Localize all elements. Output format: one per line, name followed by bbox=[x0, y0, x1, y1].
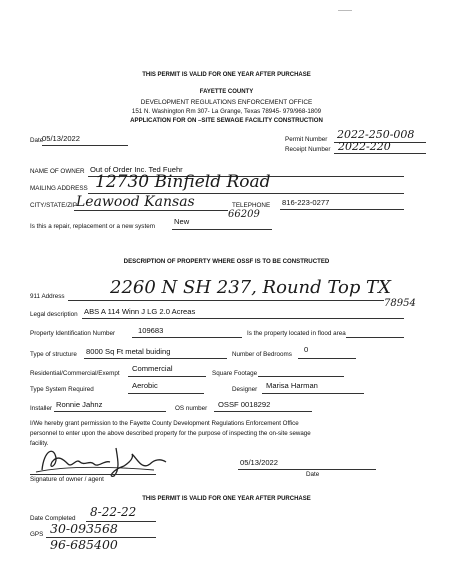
city-line bbox=[74, 210, 228, 211]
os-number-value: OSSF 0018292 bbox=[218, 400, 271, 409]
structure-type-label: Type of structure bbox=[30, 351, 77, 358]
permit-number-label: Permit Number bbox=[285, 136, 328, 143]
scan-mark bbox=[338, 10, 352, 11]
system-required-line bbox=[128, 393, 204, 394]
telephone-label: TELEPHONE bbox=[232, 202, 271, 209]
city-state-zip-label: CITY/STATE/ZIP bbox=[30, 202, 77, 209]
use-type-line bbox=[128, 376, 206, 377]
address-911-label: 911 Address bbox=[30, 293, 65, 300]
legal-description-label: Legal description bbox=[30, 311, 78, 318]
permit-number-value: 2022-250-008 bbox=[337, 128, 415, 141]
city-state-value: Leawood Kansas bbox=[76, 194, 195, 210]
date-completed-label: Date Completed bbox=[30, 515, 76, 522]
square-footage-line bbox=[258, 376, 344, 377]
legal-description-line bbox=[82, 318, 404, 319]
address-911-line bbox=[68, 300, 384, 301]
flood-area-label: Is the property located in flood area bbox=[247, 330, 346, 337]
date-label: Date bbox=[30, 137, 44, 144]
legal-description-value: ABS A 114 Winn J LG 2.0 Acreas bbox=[84, 307, 196, 316]
validity-notice-bottom: THIS PERMIT IS VALID FOR ONE YEAR AFTER PURCHASE bbox=[142, 496, 311, 502]
designer-value: Marisa Harman bbox=[266, 381, 318, 390]
consent-date-value: 05/13/2022 bbox=[240, 458, 279, 467]
system-type-label: Is this a repair, replacement or a new system bbox=[30, 223, 155, 230]
pid-label: Property Identification Number bbox=[30, 330, 116, 337]
os-number-line bbox=[214, 411, 312, 412]
validity-notice-top: THIS PERMIT IS VALID FOR ONE YEAR AFTER PURCHASE bbox=[142, 72, 311, 78]
system-type-line bbox=[172, 229, 272, 230]
consent-line-3: facility. bbox=[30, 440, 49, 447]
bedrooms-line bbox=[298, 358, 356, 359]
county-name: FAYETTE COUNTY bbox=[199, 89, 254, 95]
zip-value: 66209 bbox=[228, 209, 260, 220]
date-completed-value: 8-22-22 bbox=[90, 505, 137, 519]
structure-type-value: 8000 Sq Ft metal buiding bbox=[86, 347, 171, 356]
receipt-number-value: 2022-220 bbox=[338, 140, 391, 153]
use-type-value: Commercial bbox=[132, 364, 173, 373]
office-name: DEVELOPMENT REGULATIONS ENFORCEMENT OFFICE bbox=[140, 99, 313, 106]
date-line bbox=[42, 145, 128, 146]
designer-label: Designer bbox=[232, 386, 258, 393]
os-number-label: OS number bbox=[175, 405, 208, 412]
signature-label: Signature of owner / agent bbox=[30, 476, 104, 483]
gps-value-1: 30-093568 bbox=[50, 521, 118, 536]
bedrooms-label: Number of Bedrooms bbox=[232, 351, 292, 358]
receipt-number-label: Receipt Number bbox=[285, 146, 331, 153]
installer-line bbox=[54, 411, 166, 412]
installer-value: Ronnie Jahnz bbox=[56, 400, 103, 409]
system-type-value: New bbox=[174, 217, 190, 226]
pid-line bbox=[132, 337, 242, 338]
system-required-value: Aerobic bbox=[132, 381, 158, 390]
designer-line bbox=[262, 393, 364, 394]
owner-name-label: NAME OF OWNER bbox=[30, 168, 85, 175]
structure-type-line bbox=[84, 358, 227, 359]
address-911-zip: 78954 bbox=[384, 298, 416, 309]
square-footage-label: Square Footage bbox=[212, 370, 258, 377]
gps-label: GPS bbox=[30, 531, 44, 538]
flood-area-line bbox=[346, 337, 404, 338]
owner-name-value: Out of Order Inc. Ted Fuehr bbox=[90, 165, 183, 174]
consent-line-2: personnel to enter upon the above described property for the purpose of inspecting the on-site sewage bbox=[30, 430, 311, 437]
pid-value: 109683 bbox=[138, 326, 164, 335]
installer-label: Installer bbox=[30, 405, 53, 412]
address-911-value: 2260 N SH 237, Round Top TX bbox=[110, 277, 391, 298]
mailing-address-label: MAILING ADDRESS bbox=[30, 185, 88, 192]
mailing-address-value: 12730 Binfield Road bbox=[95, 172, 271, 192]
telephone-value: 816-223-0277 bbox=[282, 198, 330, 207]
gps-value-2: 96-685400 bbox=[50, 537, 118, 552]
property-section-title: DESCRIPTION OF PROPERTY WHERE OSSF IS TO BE CONSTRUCTED bbox=[123, 258, 330, 265]
consent-date-line bbox=[238, 469, 376, 470]
use-type-label: Residential/Commercial/Exempt bbox=[30, 370, 120, 377]
application-title: APPLICATION FOR ON –SITE SEWAGE FACILITY CONSTRUCTION bbox=[130, 117, 323, 124]
bedrooms-value: 0 bbox=[304, 345, 309, 354]
consent-date-label: Date bbox=[306, 471, 320, 478]
receipt-number-line bbox=[334, 153, 426, 154]
system-required-label: Type System Required bbox=[30, 386, 94, 393]
date-value: 05/13/2022 bbox=[42, 134, 81, 143]
signature-line bbox=[30, 474, 156, 475]
office-address: 151 N. Washington Rm 307- La Grange, Texas 78945- 979/968-1809 bbox=[131, 108, 322, 115]
telephone-line bbox=[280, 209, 404, 210]
consent-line-1: I/We hereby grant permission to the Fayette County Development Regulations Enforcement Office bbox=[30, 420, 299, 427]
